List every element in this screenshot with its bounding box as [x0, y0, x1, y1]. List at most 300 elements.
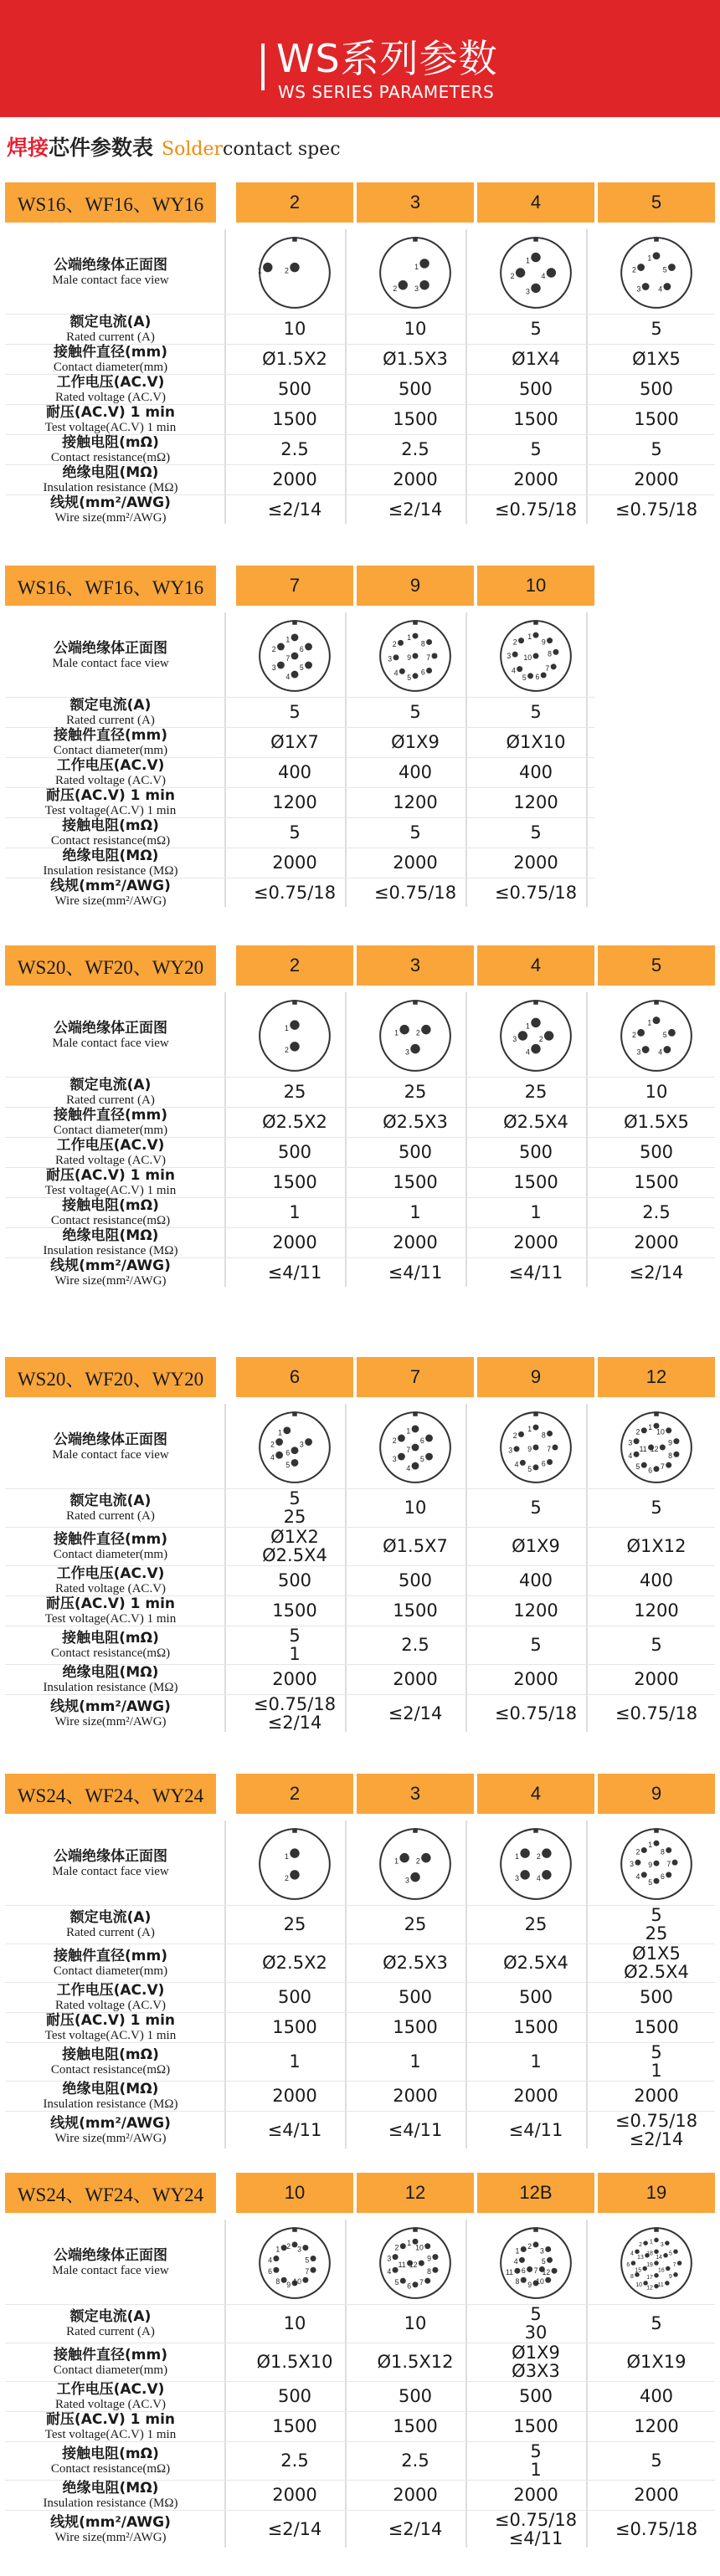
row-label-en: Contact resistance(mΩ): [50, 2062, 171, 2077]
row-label-en: Rated current (A): [66, 1508, 155, 1523]
spec-value: [357, 440, 474, 458]
spec-value-line: Ø1.5X10: [256, 2352, 333, 2372]
spec-value-line: 5: [530, 319, 542, 339]
row-label: [5, 2248, 216, 2277]
row-label-en: Rated voltage (AC.V): [54, 1999, 167, 2012]
spec-value-line: 25: [283, 1914, 306, 1934]
spec-value-line: 5: [651, 319, 662, 339]
row-label: [5, 2116, 216, 2145]
spec-value-line: 500: [277, 2386, 312, 2406]
row-label: [5, 1228, 216, 1257]
spec-value-line: 10: [283, 319, 306, 339]
row-label-cn: 工作电压(AC.V): [56, 2381, 165, 2398]
pin-number: [656, 2255, 662, 2261]
spec-value: [357, 1083, 474, 1101]
contact-pin: [398, 1435, 405, 1442]
contact-face-diagram: [377, 2225, 454, 2302]
spec-value-line: 400: [639, 2386, 674, 2406]
spec-value: [598, 1263, 715, 1282]
spec-value: [236, 1571, 353, 1590]
contact-pin: [283, 1426, 291, 1434]
contact-pin: [412, 1426, 419, 1433]
row-label-cn: 线规(mm²/AWG): [50, 878, 171, 894]
pin-count-header: 4: [477, 945, 594, 986]
spec-value: [477, 1954, 594, 1972]
series-label: WS20、WF20、WY20: [5, 1357, 216, 1397]
spec-value-line: ≤4/11: [508, 2528, 563, 2548]
series-label: WS20、WF20、WY20: [5, 945, 216, 986]
pin-number: [527, 1465, 532, 1473]
spec-value: [477, 1143, 594, 1161]
pin-number: [275, 2277, 280, 2286]
pin-number: [666, 1860, 671, 1868]
header-banner: [0, 0, 720, 117]
row-label-en: Insulation resistance (MΩ): [43, 1244, 178, 1257]
spec-value-line: Ø2.5X2: [262, 1953, 327, 1973]
spec-value: [477, 1636, 594, 1654]
spec-value-line: ≤2/14: [388, 1703, 443, 1723]
pin-number: [507, 652, 511, 660]
spec-value-line: 5: [409, 822, 421, 842]
contact-pin: [424, 2243, 430, 2249]
spec-value: [357, 2121, 474, 2139]
pin-number: [285, 267, 289, 275]
spec-value: [477, 1537, 594, 1555]
contact-pin: [291, 671, 299, 679]
spec-value: [357, 2052, 474, 2071]
contact-pin: [432, 2254, 438, 2260]
row-label-cn: 额定电流(A): [69, 1908, 152, 1926]
spec-row: [5, 1489, 715, 1526]
spec-value: [598, 1083, 715, 1101]
spec-value: [357, 763, 474, 781]
pin-number: [673, 2262, 676, 2268]
pin-number: [406, 1464, 410, 1472]
row-label-en: Rated current (A): [66, 330, 155, 344]
row-label: [5, 2309, 216, 2338]
pin-number: [648, 1841, 652, 1849]
spec-value-line: 1: [289, 1202, 301, 1222]
row-label-cn: 线规(mm²/AWG): [50, 2114, 171, 2132]
contact-pin: [516, 268, 525, 277]
spec-value: [357, 1601, 474, 1620]
pin-number: [285, 654, 290, 663]
spec-value: [357, 1113, 474, 1131]
contact-pin: [666, 1427, 671, 1433]
row-label-cn: 公端绝缘体正面图: [54, 2247, 167, 2264]
spec-value-line: 500: [398, 1142, 433, 1162]
spec-value: [477, 1203, 594, 1221]
row-label-en: Rated voltage (AC.V): [54, 391, 167, 404]
spec-value: [598, 1173, 715, 1191]
spec-value: [357, 320, 474, 338]
spec-value: [598, 2112, 715, 2148]
spec-value-line: 500: [518, 1142, 553, 1162]
row-label-cn: 公端绝缘体正面图: [54, 257, 167, 274]
pin-number: [527, 1425, 532, 1433]
spec-value: [477, 1601, 594, 1620]
contact-pin: [668, 1029, 676, 1037]
spec-value-line: 2000: [393, 2086, 438, 2106]
contact-pin: [290, 1042, 299, 1051]
pin-number: [635, 2282, 642, 2288]
spec-value-line: Ø2.5X4: [503, 1953, 568, 1973]
spec-value-line: ≤0.75/18: [494, 2510, 578, 2530]
spec-value: [477, 2087, 594, 2105]
pin-number: [647, 1018, 651, 1027]
spec-value: [477, 2417, 594, 2435]
row-label: [5, 258, 216, 287]
pin-number: [526, 1022, 530, 1030]
keyway-mark: [533, 237, 538, 242]
pin-number: [514, 2257, 518, 2266]
spec-value: [598, 2043, 715, 2080]
row-label-en: Contact resistance(mΩ): [50, 834, 171, 848]
pin-number: [420, 1455, 424, 1463]
row-label-en: Test voltage(AC.V) 1 min: [44, 1612, 177, 1626]
contact-pin: [521, 2246, 527, 2252]
pin-number: [407, 633, 411, 642]
spec-value: [236, 2387, 353, 2405]
contact-pin: [424, 2278, 430, 2284]
spec-row: [5, 1665, 715, 1693]
spec-value: [357, 1498, 474, 1517]
pin-number: [668, 1452, 672, 1460]
spec-row: [5, 1824, 715, 1904]
spec-value: [357, 2451, 474, 2470]
spec-value: [236, 2087, 353, 2105]
spec-row: [5, 1626, 715, 1663]
row-label: [5, 1983, 216, 2012]
pin-number: [258, 267, 262, 275]
spec-value: [477, 380, 594, 398]
spec-value-line: 2000: [272, 1669, 317, 1689]
row-label-en: Rated voltage (AC.V): [54, 1154, 167, 1167]
spec-value-line: 5: [651, 1498, 662, 1518]
spec-value: [477, 1670, 594, 1688]
row-label: [5, 435, 216, 464]
spec-value: [357, 1537, 474, 1555]
row-label: [5, 1138, 216, 1167]
spec-value-line: ≤0.75/18: [494, 499, 578, 520]
pin-number: [387, 2255, 391, 2263]
row-label: [5, 1108, 216, 1137]
pin-number: [285, 636, 290, 644]
keyway-mark: [654, 1828, 659, 1833]
contact-pin: [547, 2257, 553, 2263]
contact-pin: [425, 1435, 433, 1442]
pin-number: [394, 1857, 399, 1866]
spec-value-line: ≤0.75/18: [494, 883, 578, 903]
spec-value: [357, 883, 474, 902]
row-label: [5, 2515, 216, 2544]
spec-value-line: Ø1.5X7: [383, 1536, 448, 1556]
keyway-mark: [533, 2227, 538, 2232]
contact-pin: [541, 673, 547, 679]
contact-pin: [654, 2261, 659, 2266]
pin-number: [647, 254, 651, 263]
spec-value: [477, 1083, 594, 1101]
row-label: [5, 1168, 216, 1197]
pin-number: [636, 1847, 640, 1856]
spec-value: [236, 1915, 353, 1933]
heading-black-text: 芯件参数表: [49, 136, 154, 160]
contact-pin: [398, 640, 404, 646]
contact-pin: [290, 1020, 299, 1029]
spec-row: [5, 1566, 715, 1595]
spec-value: [357, 793, 474, 812]
contact-pin: [654, 2238, 659, 2243]
pin-count-header: 9: [357, 566, 474, 606]
pin-number: [526, 287, 530, 295]
spec-value: [598, 1571, 715, 1590]
row-label: [5, 1949, 216, 1978]
spec-value: [477, 2018, 594, 2036]
row-label: [5, 2082, 216, 2111]
spec-value-line: 5: [651, 2042, 662, 2062]
spec-value: [236, 2018, 353, 2036]
spec-value-line: Ø1X12: [626, 1536, 687, 1556]
contact-pin: [635, 1860, 640, 1866]
spec-value-line: 1200: [634, 2416, 679, 2436]
spec-value: [477, 1498, 594, 1517]
spec-row: [5, 996, 715, 1076]
spec-section: [5, 2173, 715, 2556]
spec-value-line: 1: [530, 1202, 542, 1222]
row-label-en: Rated voltage (AC.V): [54, 2398, 167, 2411]
pin-number: [527, 1445, 532, 1453]
contact-pin: [663, 2253, 668, 2258]
contact-pin: [545, 2246, 551, 2252]
contact-pin: [668, 264, 676, 271]
contact-pin: [514, 2268, 520, 2274]
contact-pin: [533, 632, 539, 638]
row-label: [5, 2348, 216, 2377]
spec-value-line: 25: [404, 1914, 427, 1934]
spec-value: [357, 500, 474, 519]
row-label-en: Contact diameter(mm): [53, 1964, 168, 1978]
contact-pin: [399, 1025, 409, 1034]
spec-value: [357, 1233, 474, 1252]
row-label: [5, 1021, 216, 1050]
contact-pin: [290, 1870, 299, 1879]
spec-value: [236, 1083, 353, 1101]
spec-value-line: 1: [289, 2051, 301, 2072]
pin-number: [648, 1878, 652, 1887]
contact-pin: [663, 283, 671, 290]
contact-face-diagram: [618, 997, 695, 1074]
pin-number: [669, 2274, 672, 2280]
contact-pin: [412, 1444, 419, 1452]
contact-pin: [518, 1431, 524, 1437]
pin-number: [661, 1462, 665, 1471]
spec-row: [5, 435, 715, 463]
spec-value-line: 5: [409, 702, 421, 722]
row-label-cn: 耐压(AC.V) 1 min: [45, 2411, 176, 2428]
keyway-mark: [413, 1411, 418, 1416]
pin-number: [285, 1874, 289, 1882]
pin-number: [626, 2262, 630, 2268]
pin-number: [636, 1872, 640, 1881]
spec-value-line: 500: [639, 1142, 674, 1162]
spec-row: [5, 2082, 715, 2110]
keyway-mark: [413, 620, 418, 625]
spec-value-line: 5: [651, 1635, 662, 1655]
row-label-en: Contact diameter(mm): [53, 744, 168, 757]
row-label: [5, 1432, 216, 1462]
spec-value: [477, 1113, 594, 1131]
spec-value-line: Ø1X9: [512, 2343, 560, 2363]
spec-value-line: 500: [398, 1987, 433, 2007]
spec-value-line: 2.5: [642, 1202, 671, 1222]
contact-pin: [654, 1841, 660, 1846]
contact-pin: [544, 1031, 553, 1040]
spec-value-line: 1500: [634, 2017, 679, 2037]
contact-pin: [290, 1848, 299, 1857]
row-label-en: Rated current (A): [66, 2324, 155, 2338]
pin-count-header: 6: [236, 1357, 353, 1397]
spec-value: [598, 1704, 715, 1723]
pin-number: [416, 1029, 420, 1037]
contact-face-diagram: [497, 617, 574, 694]
row-label-cn: 耐压(AC.V) 1 min: [45, 787, 176, 804]
contact-pin: [413, 633, 419, 639]
pin-count-header: 3: [357, 182, 474, 223]
spec-row: [5, 1138, 715, 1166]
pin-number: [414, 263, 419, 271]
spec-value-line: ≤2/14: [267, 2519, 322, 2539]
keyway-mark: [413, 237, 418, 242]
row-label: [5, 1566, 216, 1595]
row-label: [5, 758, 216, 787]
contact-pin: [642, 283, 650, 290]
contact-pin: [654, 1878, 660, 1884]
row-label: [5, 345, 216, 374]
spec-value: [357, 470, 474, 489]
spec-value-line: 1500: [272, 1600, 317, 1621]
spec-value-line: 2000: [393, 1669, 438, 1689]
row-label: [5, 698, 216, 727]
spec-value-line: 500: [639, 379, 674, 399]
spec-value: [477, 350, 594, 368]
pin-number: [542, 2257, 546, 2266]
spec-value-line: 2000: [393, 469, 438, 489]
spec-value-line: Ø1X7: [270, 732, 319, 752]
pin-number: [669, 2251, 672, 2256]
row-label-cn: 接触电阻(mΩ): [62, 2445, 159, 2462]
spec-value: [236, 793, 353, 812]
spec-value: [236, 1695, 353, 1732]
contact-pin: [311, 2256, 316, 2261]
row-label-en: Contact resistance(mΩ): [50, 1214, 171, 1227]
pin-count-header: 3: [357, 945, 474, 986]
pin-number: [272, 645, 276, 653]
pin-number: [516, 2277, 520, 2286]
row-label-cn: 接触电阻(mΩ): [62, 434, 159, 451]
pin-number: [427, 2267, 431, 2276]
pin-number: [632, 265, 636, 274]
spec-row: [5, 698, 715, 726]
row-label-cn: 公端绝缘体正面图: [54, 1020, 167, 1037]
spec-value-line: Ø1X5: [632, 349, 681, 369]
spec-value: [598, 2417, 715, 2435]
spec-value-line: 500: [398, 1570, 433, 1590]
pin-number: [646, 2275, 653, 2281]
row-label-cn: 线规(mm²/AWG): [50, 1257, 171, 1274]
spec-value: [236, 1233, 353, 1252]
spec-row: [5, 315, 715, 343]
pin-number: [268, 2267, 272, 2276]
spec-value-line: Ø1X5: [632, 1944, 681, 1964]
spec-value-line: 5: [530, 2304, 542, 2324]
spec-value: [236, 1263, 353, 1282]
spec-value-line: 2000: [513, 2086, 558, 2106]
spec-value-line: 1: [530, 2460, 542, 2480]
pin-number: [658, 1047, 662, 1056]
spec-value: [236, 2486, 353, 2504]
spec-value: [357, 2387, 474, 2405]
spec-value: [357, 410, 474, 428]
contact-pin: [277, 662, 285, 669]
insulator-outline: [501, 1829, 571, 1899]
row-label-cn: 接触件直径(mm): [54, 2346, 167, 2363]
series-label: WS16、WF16、WY16: [5, 182, 216, 223]
spec-value-line: 2.5: [401, 1635, 429, 1655]
contact-pin: [305, 662, 312, 669]
spec-value-line: 500: [518, 1987, 553, 2007]
contact-face-diagram: [377, 997, 454, 1074]
spec-row: [5, 2343, 715, 2380]
row-label: [5, 1699, 216, 1728]
spec-value: [357, 2353, 474, 2371]
spec-value-line: ≤2/14: [267, 499, 322, 520]
spec-row: [5, 758, 715, 786]
spec-value-line: 2000: [272, 2485, 317, 2505]
contact-pin: [521, 2277, 527, 2283]
series-label: WS24、WF24、WY24: [5, 1774, 216, 1814]
spec-row: [5, 495, 715, 524]
spec-value: [598, 2087, 715, 2105]
row-label-en: Insulation resistance (MΩ): [43, 2097, 178, 2111]
row-label-en: Test voltage(AC.V) 1 min: [44, 2029, 177, 2042]
contact-pin: [519, 2257, 525, 2263]
spec-value: [357, 2417, 474, 2435]
pin-number: [636, 284, 640, 293]
contact-pin: [400, 2278, 406, 2284]
pin-number: [387, 2267, 391, 2276]
spec-value: [598, 2018, 715, 2036]
spec-value-line: 1500: [393, 1600, 438, 1621]
pin-number: [506, 2268, 513, 2276]
contact-face-diagram: [618, 1409, 695, 1486]
row-label-en: Insulation resistance (MΩ): [43, 2497, 178, 2510]
spec-value: [357, 2486, 474, 2504]
spec-value: [477, 2387, 594, 2405]
pin-number: [416, 1857, 420, 1866]
spec-row: [5, 616, 715, 696]
row-label-en: Wire size(mm²/AWG): [54, 2530, 167, 2544]
pin-number: [407, 673, 411, 682]
contact-pin: [419, 2261, 424, 2266]
spec-row: [5, 1078, 715, 1106]
row-label-en: Male contact face view: [52, 274, 169, 287]
spec-value-line: 2000: [513, 2485, 558, 2505]
row-label: [5, 728, 216, 757]
spec-value-line: 25: [645, 1923, 668, 1944]
spec-value-line: Ø1X9: [391, 732, 440, 752]
pin-number: [515, 1460, 519, 1468]
spec-value: [477, 793, 594, 812]
